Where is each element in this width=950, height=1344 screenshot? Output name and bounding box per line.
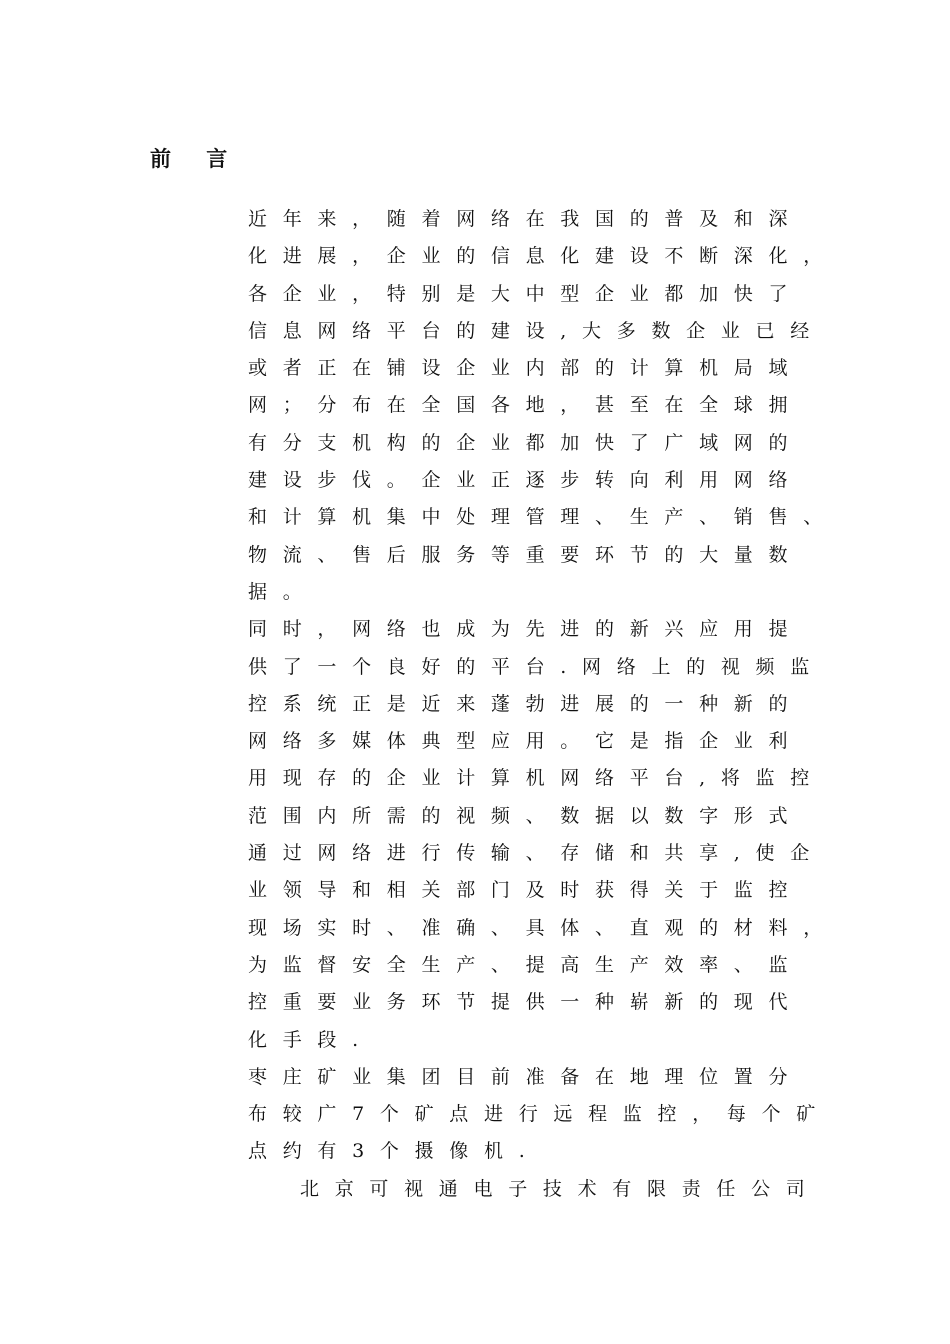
page-heading: 前 言 bbox=[150, 146, 242, 171]
text-line: 化进展，企业的信息化建设不断深化， bbox=[248, 245, 838, 268]
text-line: 供了一个良好的平台.网络上的视频监 bbox=[248, 655, 825, 678]
text-line: 各企业，特别是大中型企业都加快了 bbox=[248, 282, 804, 305]
text-line: 通过网络进行传输、存储和共享,使企 bbox=[248, 842, 825, 865]
text-line: 控重要业务环节提供一种崭新的现代 bbox=[248, 991, 804, 1014]
text-line: 范围内所需的视频、数据以数字形式 bbox=[248, 804, 804, 827]
text-line: 点约有3个摄像机. bbox=[248, 1140, 541, 1163]
text-line: 现场实时、准确、具体、直观的材料， bbox=[248, 916, 838, 939]
text-line: 为监督安全生产、提高生产效率、监 bbox=[248, 953, 804, 976]
text-line: 和计算机集中处理管理、生产、销售、 bbox=[248, 506, 838, 529]
text-line: 网络多媒体典型应用。它是指企业利 bbox=[248, 730, 804, 753]
text-line: 枣庄矿业集团目前准备在地理位置分 bbox=[248, 1065, 804, 1088]
text-line: 业领导和相关部门及时获得关于监控 bbox=[248, 879, 804, 902]
signature-line: 北京可视通电子技术有限责任公司 bbox=[300, 1177, 821, 1200]
text-line: 物流、售后服务等重要环节的大量数 bbox=[248, 543, 804, 566]
text-line: 或者正在铺设企业内部的计算机局域 bbox=[248, 357, 804, 380]
text-line: 同时，网络也成为先进的新兴应用提 bbox=[248, 618, 804, 641]
text-line: 化手段. bbox=[248, 1028, 374, 1051]
text-line: 建设步伐。企业正逐步转向利用网络 bbox=[248, 469, 804, 492]
text-line: 用现存的企业计算机网络平台,将监控 bbox=[248, 767, 825, 790]
text-line: 有分支机构的企业都加快了广域网的 bbox=[248, 431, 804, 454]
body-text bbox=[248, 205, 838, 1212]
text-line: 布较广7个矿点进行远程监控，每个矿 bbox=[248, 1103, 831, 1126]
text-line: 近年来，随着网络在我国的普及和深 bbox=[248, 208, 804, 230]
text-line: 信息网络平台的建设,大多数企业已经 bbox=[248, 319, 825, 342]
text-line: 控系统正是近来蓬勃进展的一种新的 bbox=[248, 692, 804, 715]
text-line: 据。 bbox=[248, 580, 318, 603]
text-line: 网；分布在全国各地，甚至在全球拥 bbox=[248, 394, 804, 417]
